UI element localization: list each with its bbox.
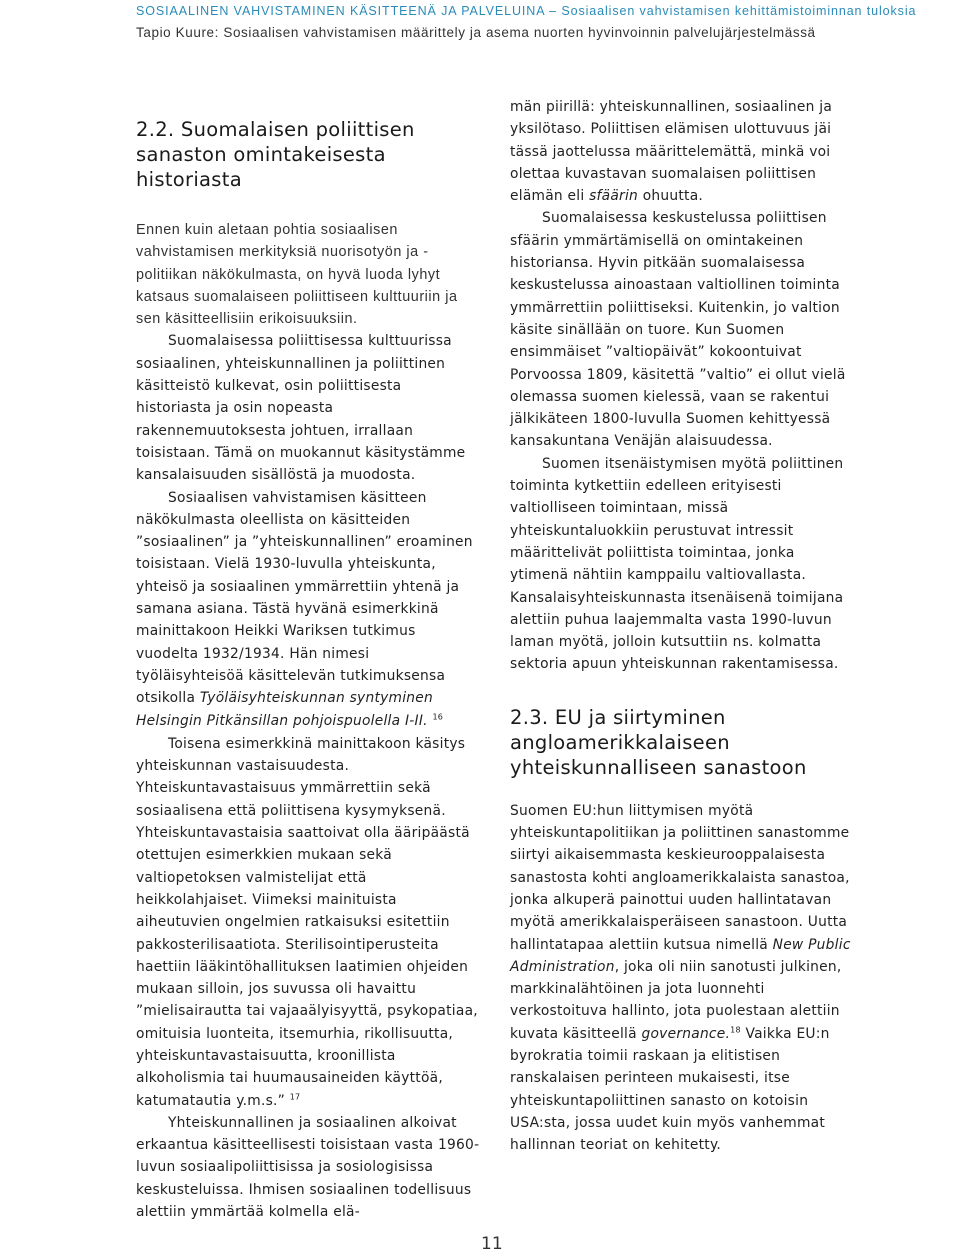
- section-heading-2-2: 2.2. Suomalaisen poliittisen sanaston omintakeisesta historiasta: [136, 118, 415, 191]
- running-header-series: SOSIAALINEN VAHVISTAMINEN KÄSITTEENÄ JA PALVELUINA – Sosiaalisen vahvistamisen kehittämistoiminnan tuloksia: [136, 4, 917, 18]
- body-paragraph: Yhteiskunnallinen ja sosiaalinen alkoivat erkaantua käsitteellisesti toisistaan vasta 1960-luvun sosiaalipoliittisissa ja sosiologisissa keskusteluissa. Ihmisen sosiaalinen todellisuus alettiin ymmärtää kolmella elä-: [136, 1114, 480, 1221]
- footnote-ref: 16: [432, 711, 444, 721]
- section-heading-2-3: 2.3. EU ja siirtyminen angloamerikkalaiseen yhteiskunnalliseen sanastoon: [510, 705, 807, 779]
- body-paragraph: Suomalaisessa poliittisessa kulttuurissa sosiaalinen, yhteiskunnallinen ja poliittinen käsitteistö kulkevat, osin poliittisesta historiasta ja osin nopeasta rakennemuutoksesta johtuen, irrallaan toisistaan. Tämä on muokannut käsitystämme kansalaisuuden sisällöstä ja muodosta.: [136, 333, 466, 484]
- right-column: [510, 96, 855, 1156]
- page-number: 11: [481, 1234, 503, 1254]
- body-paragraph: [136, 487, 481, 732]
- body-paragraph: Suomalaisessa keskustelussa poliittisen sfäärin ymmärtämisellä on omintakeinen historiansa. Hyvin pitkään suomalaisessa keskustelussa ainoastaan valtiollinen toiminta ymmärrettiin poliittiseksi. Kuitenkin, jo valtion käsite sinällään on tuore. Kun Suomen ensimmäiset ”valtiopäivät” kokoontuivat Porvoossa 1809, käsitettä ”valtio” ei ollut vielä olemassa suomen kielessä, vaan se rakentui jälkikäteen 1800-luvulla Suomen kehittyessä kansakuntana Venäjän alaisuudessa.: [510, 210, 846, 450]
- italic-title: Työläisyhteiskunnan syntyminen Helsingin Pitkänsillan pohjoispuolella I-II.: [136, 690, 434, 729]
- body-text: Toisena esimerkkinä mainittakoon käsitys yhteiskunnan vastaisuudesta. Yhteiskuntavastaisuus ymmärrettiin sekä sosiaalisena että poliittisena kysymyksenä. Yhteiskuntavastaisia saattoivat olla ääripäästä otettujen esimerkkien mukaan sekä valtiopetoksen valmistelijat että heikkolahjaiset. Viimeksi mainituista aiheutuvien ongelmien ratkaisuksi esitettiin pakkosterilisaatiota. Sterilisointiperusteita haettiin lääkintöhallituksen laatimien ohjeiden mukaan silloin, jos suvussa oli havaittu ”mielisairautta tai vajaaälyisyyttä, psykopatiaa, omituisia luonteita, itsemurhia, rikollisuutta, yhteiskuntavastaisuutta, kroonillista alkoholismia tai huumausaineiden käyttöä, katumatautia y.m.s.”: [136, 735, 478, 1109]
- body-paragraph: [136, 733, 481, 1112]
- footnote-ref: 18: [730, 1025, 741, 1035]
- body-text: Suomen EU:hun liittymisen myötä yhteiskuntapolitiikan ja poliittinen sanastomme siirtyi aikaisemmasta keskieurooppalaisesta sanastosta kohti angloamerikkalaista sanastoa, jonka alkuperä painottui uuden hallintatavan myötä amerikkalaisperäiseen sanastoon. Uutta hallintatapaa alettiin kutsua nimellä: [510, 802, 850, 953]
- body-text: Sosiaalisen vahvistamisen käsitteen näkökulmasta oleellista on käsitteiden ”sosiaalinen” ja ”yhteiskunnallinen” eroaminen toisistaan. Vielä 1930-luvulla yhteiskunta, yhteisö ja sosiaalinen ymmärrettiin yhtenä ja samana asiana. Tästä hyvänä esimerkkinä mainittakoon Heikki Wariksen tutkimus vuodelta 1932/1934. Hän nimesi työläisyhteisöä käsittelevän tutkimuksensa otsikolla: [136, 489, 473, 707]
- body-paragraph: [510, 96, 855, 207]
- footnote-ref: 17: [289, 1091, 301, 1101]
- body-text: män piirillä: yhteiskunnallinen, sosiaalinen ja yksilötaso. Poliittisen elämisen ulottuvuus jäi tässä jaottelussa määrittelemättä, minkä voi olettaa kuvastavan suomalaisen poliittisen elämän eli: [510, 99, 833, 205]
- body-text: Vaikka EU:n byrokratia toimii raskaan ja elitistisen ranskalaisen perinteen mukaisesti, itse yhteiskuntapoliittinen sanasto on kotoisin USA:sta, jossa uudet kuin myös vanhemmat hallinnan teoriat on kehitetty.: [510, 1025, 830, 1154]
- body-text: , joka oli niin sanotusti julkinen, markkinalähtöinen ja jota luonnehti verkostoituva hallinto, jota puolestaan alettiin kuvata käsitteellä: [510, 958, 842, 1042]
- left-column: [136, 117, 481, 1223]
- intro-paragraph: Ennen kuin aletaan pohtia sosiaalisen vahvistamisen merkityksiä nuorisotyön ja -politiikan näkökulmasta, on hyvä luoda lyhyt katsaus suomalaiseen poliittiseen kulttuuriin ja sen käsitteellisiin erikoisuuksiin.: [136, 222, 458, 328]
- italic-term: sfäärin: [589, 188, 639, 205]
- body-paragraph: [510, 800, 855, 1157]
- running-header-chapter: Tapio Kuure: Sosiaalisen vahvistamisen määrittely ja asema nuorten hyvinvoinnin palvelujärjestelmässä: [136, 25, 816, 40]
- italic-term: governance.: [641, 1025, 731, 1042]
- body-text: ohuutta.: [638, 188, 704, 205]
- italic-term: New Public Administration: [510, 936, 851, 975]
- body-paragraph: Suomen itsenäistymisen myötä poliittinen toiminta kytkettiin edelleen erityisesti valtiolliseen toimintaan, missä yhteiskuntaluokkiin perustuvat intressit määrittelivät poliittista toimintaa, jonka ytimenä nähtiin kamppailu valtiovallasta. Kansalaisyhteiskunnasta itsenäisenä toimijana alettiin puhua laajemmalta vasta 1990-luvun laman myötä, jolloin kutsuttiin ns. kolmatta sektoria apuun yhteiskunnan rakentamisessa.: [510, 455, 844, 673]
